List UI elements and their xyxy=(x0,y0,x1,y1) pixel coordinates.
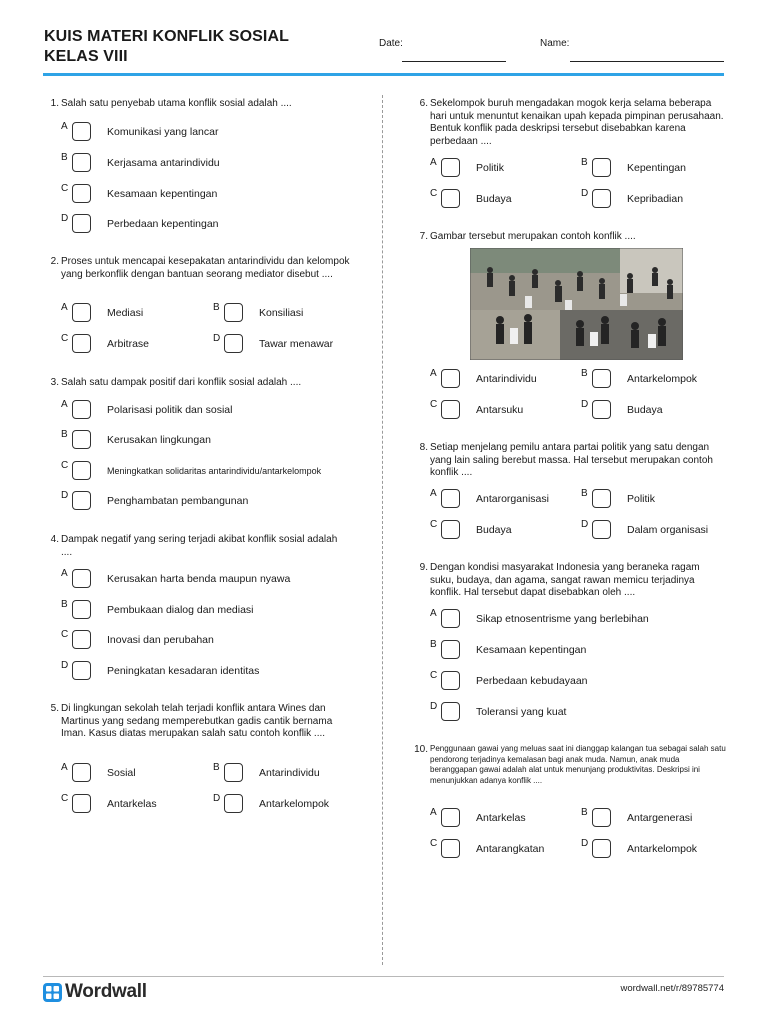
question-text: Setiap menjelang pemilu antara partai politik yang satu dengan yang lain saling berebut massa. Hal tersebut merupakan contoh konflik .... xyxy=(430,442,713,478)
column-divider xyxy=(382,95,383,965)
option-label: Antargenerasi xyxy=(627,812,693,824)
option-letter: B xyxy=(581,368,588,379)
option-letter: D xyxy=(581,838,589,849)
option-label: Budaya xyxy=(627,404,663,416)
checkbox-icon[interactable] xyxy=(592,520,611,539)
question-text: Gambar tersebut merupakan contoh konflik .... xyxy=(430,231,636,242)
question-number: 7. xyxy=(419,231,428,242)
question-2 xyxy=(50,256,351,281)
option-letter: B xyxy=(61,152,68,163)
name-label: Name: xyxy=(540,38,570,49)
option-label: Perbedaan kebudayaan xyxy=(476,675,588,687)
checkbox-icon[interactable] xyxy=(592,369,611,388)
option-label: Arbitrase xyxy=(107,338,150,350)
option-label: Tawar menawar xyxy=(259,338,334,350)
option-letter: D xyxy=(430,701,438,712)
question-number: 9. xyxy=(419,562,428,573)
option-label: Antarindividu xyxy=(476,373,537,385)
option-label: Kesamaan kepentingan xyxy=(107,188,218,200)
option-label: Politik xyxy=(627,493,656,505)
question-9 xyxy=(419,562,726,600)
question-number: 3. xyxy=(50,377,59,388)
checkbox-icon[interactable] xyxy=(72,334,91,353)
option-label: Antarkelompok xyxy=(259,798,330,810)
option-letter: B xyxy=(213,762,220,773)
checkbox-icon[interactable] xyxy=(72,763,91,782)
question-number: 6. xyxy=(419,98,428,109)
option-letter: A xyxy=(61,762,68,773)
checkbox-icon[interactable] xyxy=(441,189,460,208)
checkbox-icon[interactable] xyxy=(72,122,91,141)
option-letter: A xyxy=(61,568,68,579)
question-10 xyxy=(414,744,726,786)
question-text: Sekelompok buruh mengadakan mogok kerja selama beberapa hari untuk menuntut kenaikan upah kepada pimpinan perusahaan. Bentuk konflik pada deskripsi tersebut disebabkan karena perbedaan .... xyxy=(430,98,724,147)
option-letter: C xyxy=(61,629,69,640)
name-field[interactable] xyxy=(570,61,724,62)
option-letter: A xyxy=(430,157,437,168)
option-letter: D xyxy=(61,660,69,671)
option-label: Antarkelompok xyxy=(627,843,698,855)
checkbox-icon[interactable] xyxy=(441,808,460,827)
checkbox-icon[interactable] xyxy=(592,808,611,827)
question-1 xyxy=(50,98,357,111)
checkbox-icon[interactable] xyxy=(441,369,460,388)
checkbox-icon[interactable] xyxy=(72,153,91,172)
option-letter: D xyxy=(581,399,589,410)
checkbox-icon[interactable] xyxy=(72,630,91,649)
option-letter: B xyxy=(61,429,68,440)
option-letter: D xyxy=(581,519,589,530)
option-label: Konsiliasi xyxy=(259,307,304,319)
question-text: Salah satu dampak positif dari konflik sosial adalah .... xyxy=(61,377,302,388)
option-letter: A xyxy=(61,302,68,313)
question-8 xyxy=(419,442,726,480)
checkbox-icon[interactable] xyxy=(441,671,460,690)
option-label: Budaya xyxy=(476,524,512,536)
option-label: Politik xyxy=(476,162,505,174)
question-text: Dampak negatif yang sering terjadi akibat konflik sosial adalah .... xyxy=(61,534,338,558)
option-label: Perbedaan kepentingan xyxy=(107,218,219,230)
question-text: Penggunaan gawai yang meluas saat ini dianggap kalangan tua sebagai salah satu pendorong terjadinya kemalasan bagi anak muda. Namun, anak muda beranggapan gawai adalah alat untuk menunjang produktivitas. Deskripsi ini menunjukkan adanya konflik .... xyxy=(430,744,726,785)
option-letter: B xyxy=(430,639,437,650)
checkbox-icon[interactable] xyxy=(224,303,243,322)
checkbox-icon[interactable] xyxy=(592,158,611,177)
conflict-photo xyxy=(470,248,683,360)
question-number: 10. xyxy=(414,744,428,755)
option-label: Pembukaan dialog dan mediasi xyxy=(107,604,254,616)
option-letter: D xyxy=(581,188,589,199)
date-label: Date: xyxy=(379,38,403,49)
header-rule xyxy=(43,73,724,76)
option-letter: A xyxy=(61,121,68,132)
footer-rule xyxy=(43,976,724,977)
option-label: Kerusakan lingkungan xyxy=(107,434,211,446)
checkbox-icon[interactable] xyxy=(72,461,91,480)
option-label: Kerusakan harta benda maupun nyawa xyxy=(107,573,291,585)
checkbox-icon[interactable] xyxy=(72,184,91,203)
question-text: Proses untuk mencapai kesepakatan antarindividu dan kelompok yang berkonflik dengan bantuan seorang mediator disebut .... xyxy=(61,256,350,280)
question-text: Salah satu penyebab utama konflik sosial adalah .... xyxy=(61,98,292,109)
checkbox-icon[interactable] xyxy=(441,158,460,177)
option-label: Sosial xyxy=(107,767,136,779)
checkbox-icon[interactable] xyxy=(72,661,91,680)
option-letter: B xyxy=(213,302,220,313)
checkbox-icon[interactable] xyxy=(224,334,243,353)
option-label: Budaya xyxy=(476,193,512,205)
option-letter: D xyxy=(61,490,69,501)
question-number: 5. xyxy=(50,703,59,714)
question-5 xyxy=(50,703,353,741)
option-label: Kepribadian xyxy=(627,193,684,205)
option-letter: C xyxy=(61,183,69,194)
option-label: Kepentingan xyxy=(627,162,686,174)
option-letter: A xyxy=(430,807,437,818)
checkbox-icon[interactable] xyxy=(72,491,91,510)
option-label: Penghambatan pembangunan xyxy=(107,495,249,507)
option-letter: A xyxy=(430,368,437,379)
checkbox-icon[interactable] xyxy=(72,303,91,322)
option-letter: D xyxy=(213,333,221,344)
option-letter: B xyxy=(581,488,588,499)
option-label: Kerjasama antarindividu xyxy=(107,157,220,169)
question-3 xyxy=(50,377,357,390)
question-text: Di lingkungan sekolah telah terjadi konflik antara Wines dan Martinus yang sedang memperebutkan gadis cantik bernama Iman. Kasus diatas merupakan salah satu contoh konflik .... xyxy=(61,703,333,739)
question-number: 4. xyxy=(50,534,59,545)
option-label: Antarkelas xyxy=(476,812,526,824)
checkbox-icon[interactable] xyxy=(72,430,91,449)
option-label: Antarkelas xyxy=(107,798,157,810)
question-number: 2. xyxy=(50,256,59,267)
question-text: Dengan kondisi masyarakat Indonesia yang beraneka ragam suku, budaya, dan agama, sangat rawan memicu terjadinya konflik. Hal tersebut dapat disebabkan oleh .... xyxy=(430,562,700,598)
option-letter: D xyxy=(61,213,69,224)
checkbox-icon[interactable] xyxy=(592,189,611,208)
checkbox-icon[interactable] xyxy=(441,839,460,858)
checkbox-icon[interactable] xyxy=(441,702,460,721)
option-label: Antarkelompok xyxy=(627,373,698,385)
option-letter: C xyxy=(430,188,438,199)
question-number: 8. xyxy=(419,442,428,453)
checkbox-icon[interactable] xyxy=(592,839,611,858)
question-7 xyxy=(419,231,726,244)
option-letter: C xyxy=(430,519,438,530)
option-letter: A xyxy=(430,488,437,499)
checkbox-icon[interactable] xyxy=(441,489,460,508)
checkbox-icon[interactable] xyxy=(224,794,243,813)
option-letter: B xyxy=(581,157,588,168)
option-letter: B xyxy=(61,599,68,610)
checkbox-icon[interactable] xyxy=(72,600,91,619)
page-title: KUIS MATERI KONFLIK SOSIAL KELAS VIII xyxy=(44,28,289,65)
option-letter: C xyxy=(61,460,69,471)
option-label: Mediasi xyxy=(107,307,144,319)
checkbox-icon[interactable] xyxy=(72,214,91,233)
footer-url[interactable]: wordwall.net/r/89785774 xyxy=(620,983,724,994)
option-label: Antarindividu xyxy=(259,767,320,779)
option-letter: C xyxy=(430,399,438,410)
question-number: 1. xyxy=(50,98,59,109)
option-label: Antarorganisasi xyxy=(476,493,549,505)
option-label: Kesamaan kepentingan xyxy=(476,644,587,656)
option-letter: C xyxy=(61,333,69,344)
option-label: Meningkatkan solidaritas antarindividu/antarkelompok xyxy=(107,466,322,476)
option-label: Peningkatan kesadaran identitas xyxy=(107,665,260,677)
option-label: Inovasi dan perubahan xyxy=(107,634,214,646)
question-4 xyxy=(50,534,346,559)
date-field[interactable] xyxy=(402,61,506,62)
option-letter: D xyxy=(213,793,221,804)
checkbox-icon[interactable] xyxy=(224,763,243,782)
brand-name: Wordwall xyxy=(65,981,147,1002)
option-label: Toleransi yang kuat xyxy=(476,706,567,718)
checkbox-icon[interactable] xyxy=(72,569,91,588)
wordwall-logo-icon xyxy=(43,983,62,1002)
option-letter: A xyxy=(430,608,437,619)
checkbox-icon[interactable] xyxy=(592,400,611,419)
option-letter: A xyxy=(61,399,68,410)
option-label: Dalam organisasi xyxy=(627,524,709,536)
option-label: Antarsuku xyxy=(476,404,524,416)
checkbox-icon[interactable] xyxy=(72,400,91,419)
checkbox-icon[interactable] xyxy=(441,609,460,628)
option-label: Antarangkatan xyxy=(476,843,545,855)
option-letter: B xyxy=(581,807,588,818)
option-letter: C xyxy=(61,793,69,804)
question-6 xyxy=(419,98,726,148)
checkbox-icon[interactable] xyxy=(441,520,460,539)
option-label: Komunikasi yang lancar xyxy=(107,126,219,138)
option-label: Sikap etnosentrisme yang berlebihan xyxy=(476,613,649,625)
checkbox-icon[interactable] xyxy=(441,400,460,419)
checkbox-icon[interactable] xyxy=(72,794,91,813)
checkbox-icon[interactable] xyxy=(441,640,460,659)
option-label: Polarisasi politik dan sosial xyxy=(107,404,233,416)
option-letter: C xyxy=(430,670,438,681)
option-letter: C xyxy=(430,838,438,849)
checkbox-icon[interactable] xyxy=(592,489,611,508)
